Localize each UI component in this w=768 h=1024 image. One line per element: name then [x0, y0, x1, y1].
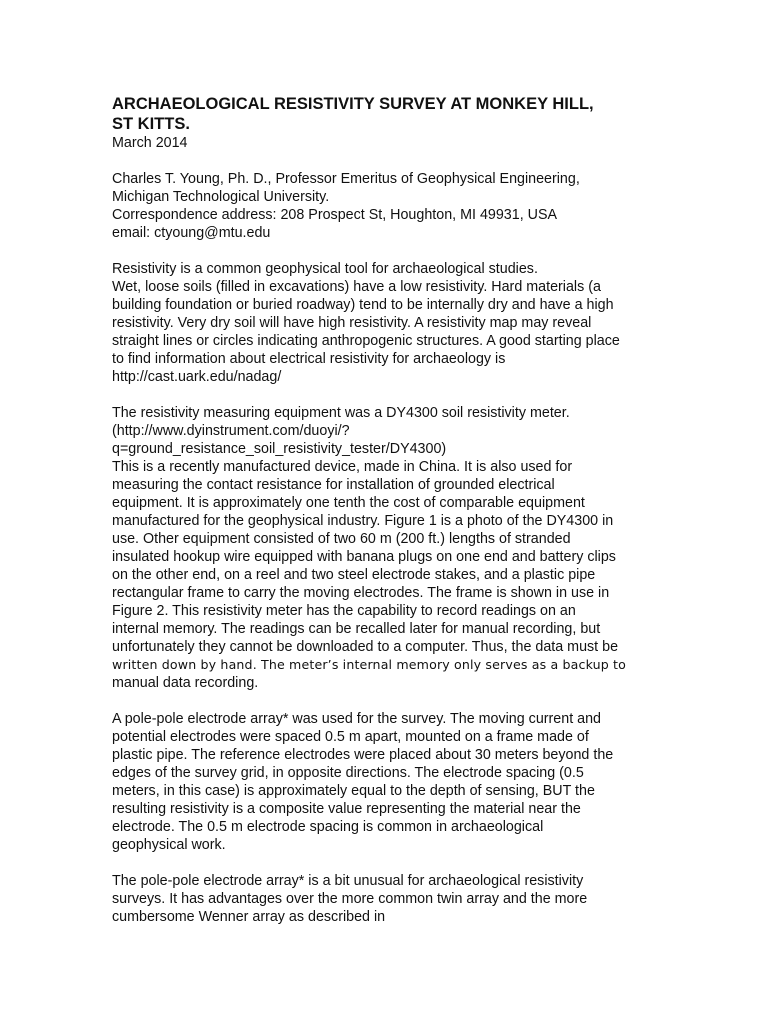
text-line: http://cast.uark.edu/nadag/	[112, 369, 282, 385]
title-line: ARCHAEOLOGICAL RESISTIVITY SURVEY AT MONKEY HILL,	[112, 95, 594, 113]
text-line: A pole-pole electrode array* was used for the survey. The moving current and	[112, 711, 602, 727]
text-line: measuring the contact resistance for installation of grounded electrical	[112, 477, 555, 493]
text-line: Resistivity is a common geophysical tool for archaeological studies.	[112, 261, 538, 277]
paragraph-intro	[112, 260, 652, 386]
text-line: q=ground_resistance_soil_resistivity_tester/DY4300)	[112, 441, 447, 457]
text-line: building foundation or buried roadway) tend to be internally dry and have a high	[112, 297, 614, 313]
text-line: edges of the survey grid, in opposite directions. The electrode spacing (0.5	[112, 765, 584, 781]
text-line: geophysical work.	[112, 837, 226, 853]
text-line: Figure 2. This resistivity meter has the capability to record readings on an	[112, 603, 576, 619]
author-email: email: ctyoung@mtu.edu	[112, 225, 271, 241]
text-line: This is a recently manufactured device, made in China. It is also used for	[112, 459, 573, 475]
text-line-mixed-font	[112, 656, 652, 674]
text-line: The resistivity measuring equipment was a DY4300 soil resistivity meter.	[112, 405, 570, 421]
text-run: by hand. The meter’s internal memory only serves as a backup to	[200, 657, 626, 672]
author-name: Charles T. Young, Ph. D., Professor Emeritus of Geophysical Engineering,	[112, 171, 580, 187]
text-line: resulting resistivity is a composite value representing the material near the	[112, 801, 581, 817]
text-line: meters, in this case) is approximately equal to the depth of sensing, BUT the	[112, 783, 595, 799]
text-line: Wet, loose soils (filled in excavations) have a low resistivity. Hard materials (a	[112, 279, 601, 295]
text-line: equipment. It is approximately one tenth the cost of comparable equipment	[112, 495, 585, 511]
text-line: surveys. It has advantages over the more common twin array and the more	[112, 891, 588, 907]
text-line: straight lines or circles indicating anthropogenic structures. A good starting place	[112, 333, 620, 349]
text-line: cumbersome Wenner array as described in	[112, 909, 386, 925]
text-line: use. Other equipment consisted of two 60 m (200 ft.) lengths of stranded	[112, 531, 571, 547]
text-line: resistivity. Very dry soil will have high resistivity. A resistivity map may reveal	[112, 315, 592, 331]
document-page	[112, 94, 652, 926]
text-line: internal memory. The readings can be recalled later for manual recording, but	[112, 621, 601, 637]
paragraph-equipment	[112, 404, 652, 692]
text-line: electrode. The 0.5 m electrode spacing is common in archaeological	[112, 819, 544, 835]
text-line: insulated hookup wire equipped with banana plugs on one end and battery clips	[112, 549, 616, 565]
text-line: plastic pipe. The reference electrodes were placed about 30 meters beyond the	[112, 747, 614, 763]
text-line: (http://www.dyinstrument.com/duoyi/?	[112, 423, 350, 439]
text-line: unfortunately they cannot be downloaded to a computer. Thus, the data must be	[112, 639, 619, 655]
title-line: ST KITTS.	[112, 115, 190, 133]
author-block	[112, 170, 652, 242]
text-line: rectangular frame to carry the moving electrodes. The frame is shown in use in	[112, 585, 610, 601]
author-address: Correspondence address: 208 Prospect St, Houghton, MI 49931, USA	[112, 207, 558, 223]
text-line: The pole-pole electrode array* is a bit unusual for archaeological resistivity	[112, 873, 584, 889]
text-line: potential electrodes were spaced 0.5 m apart, mounted on a frame made of	[112, 729, 589, 745]
text-line: manual data recording.	[112, 675, 259, 691]
paragraph-pole-pole	[112, 872, 652, 926]
paragraph-electrode-array	[112, 710, 652, 854]
author-affiliation: Michigan Technological University.	[112, 189, 330, 205]
text-run: written down	[112, 657, 201, 672]
text-line: on the other end, on a reel and two steel electrode stakes, and a plastic pipe	[112, 567, 596, 583]
document-date: March 2014	[112, 135, 188, 151]
text-line: to find information about electrical resistivity for archaeology is	[112, 351, 506, 367]
document-title	[112, 94, 652, 134]
text-line: manufactured for the geophysical industry. Figure 1 is a photo of the DY4300 in	[112, 513, 614, 529]
